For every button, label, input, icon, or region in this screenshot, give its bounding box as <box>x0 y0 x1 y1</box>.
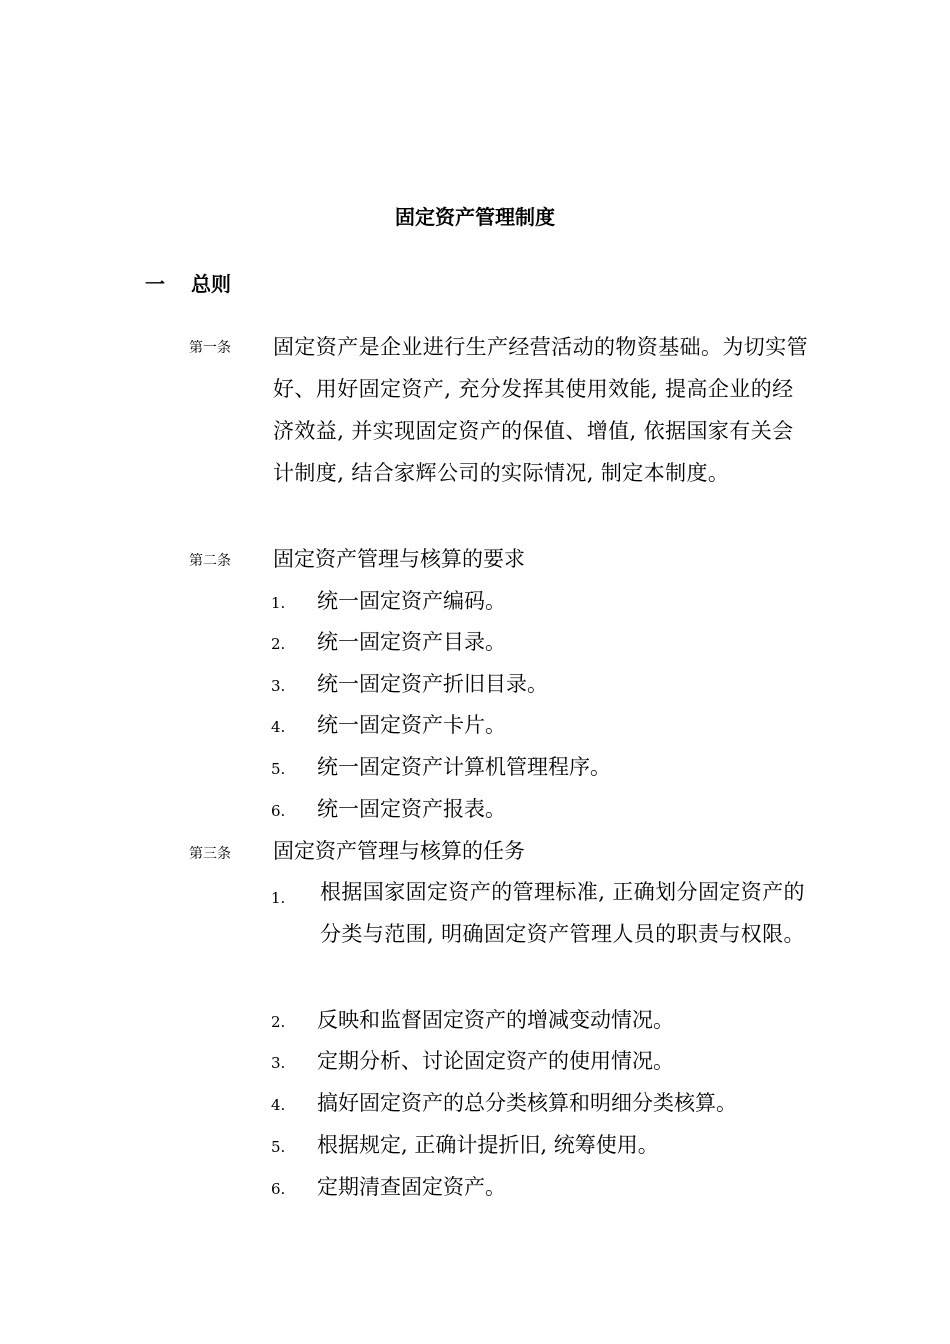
item-number: 1. <box>271 889 286 907</box>
item-text: 统一固定资产报表。 <box>317 797 506 821</box>
article-3-label: 第三条 <box>189 846 231 862</box>
item-number: 6. <box>271 802 286 820</box>
item-text: 统一固定资产编码。 <box>317 589 506 613</box>
document-title: 固定资产管理制度 <box>395 205 555 229</box>
article-3-heading: 固定资产管理与核算的任务 <box>273 839 525 863</box>
item-text: 定期清查固定资产。 <box>317 1175 506 1199</box>
item-text: 根据国家固定资产的管理标准, 正确划分固定资产的分类与范围, 明确固定资产管理人员的职责与权限。 <box>320 880 805 946</box>
section-number: 一 <box>145 272 165 296</box>
item-number: 4. <box>271 718 286 736</box>
item-number: 6. <box>271 1180 286 1198</box>
item-text: 反映和监督固定资产的增减变动情况。 <box>317 1008 674 1032</box>
item-number: 2. <box>271 635 286 653</box>
item-number: 3. <box>271 1054 286 1072</box>
item-number: 5. <box>271 760 286 778</box>
article-1-label: 第一条 <box>189 340 231 356</box>
item-number: 2. <box>271 1013 286 1031</box>
section-heading <box>145 270 231 298</box>
article-2-label: 第二条 <box>189 553 231 569</box>
item-text: 搞好固定资产的总分类核算和明细分类核算。 <box>317 1091 737 1115</box>
article-2-heading: 固定资产管理与核算的要求 <box>273 547 525 571</box>
item-number: 5. <box>271 1138 286 1156</box>
item-text: 统一固定资产目录。 <box>317 630 506 654</box>
item-number: 4. <box>271 1096 286 1114</box>
item-text: 根据规定, 正确计提折旧, 统筹使用。 <box>317 1133 659 1157</box>
item-text: 定期分析、讨论固定资产的使用情况。 <box>317 1049 674 1073</box>
item-number: 3. <box>271 677 286 695</box>
article-1-text: 固定资产是企业进行生产经营活动的物资基础。为切实管好、用好固定资产, 充分发挥其使用效能, 提高企业的经济效益, 并实现固定资产的保值、增值, 依据国家有关会计制度, 结合家辉公司的实际情况, 制定本制度。 <box>273 335 808 485</box>
item-text: 统一固定资产计算机管理程序。 <box>317 755 611 779</box>
item-text: 统一固定资产卡片。 <box>317 713 506 737</box>
item-number: 1. <box>271 594 286 612</box>
section-title: 总则 <box>191 272 231 296</box>
item-text: 统一固定资产折旧目录。 <box>317 672 548 696</box>
